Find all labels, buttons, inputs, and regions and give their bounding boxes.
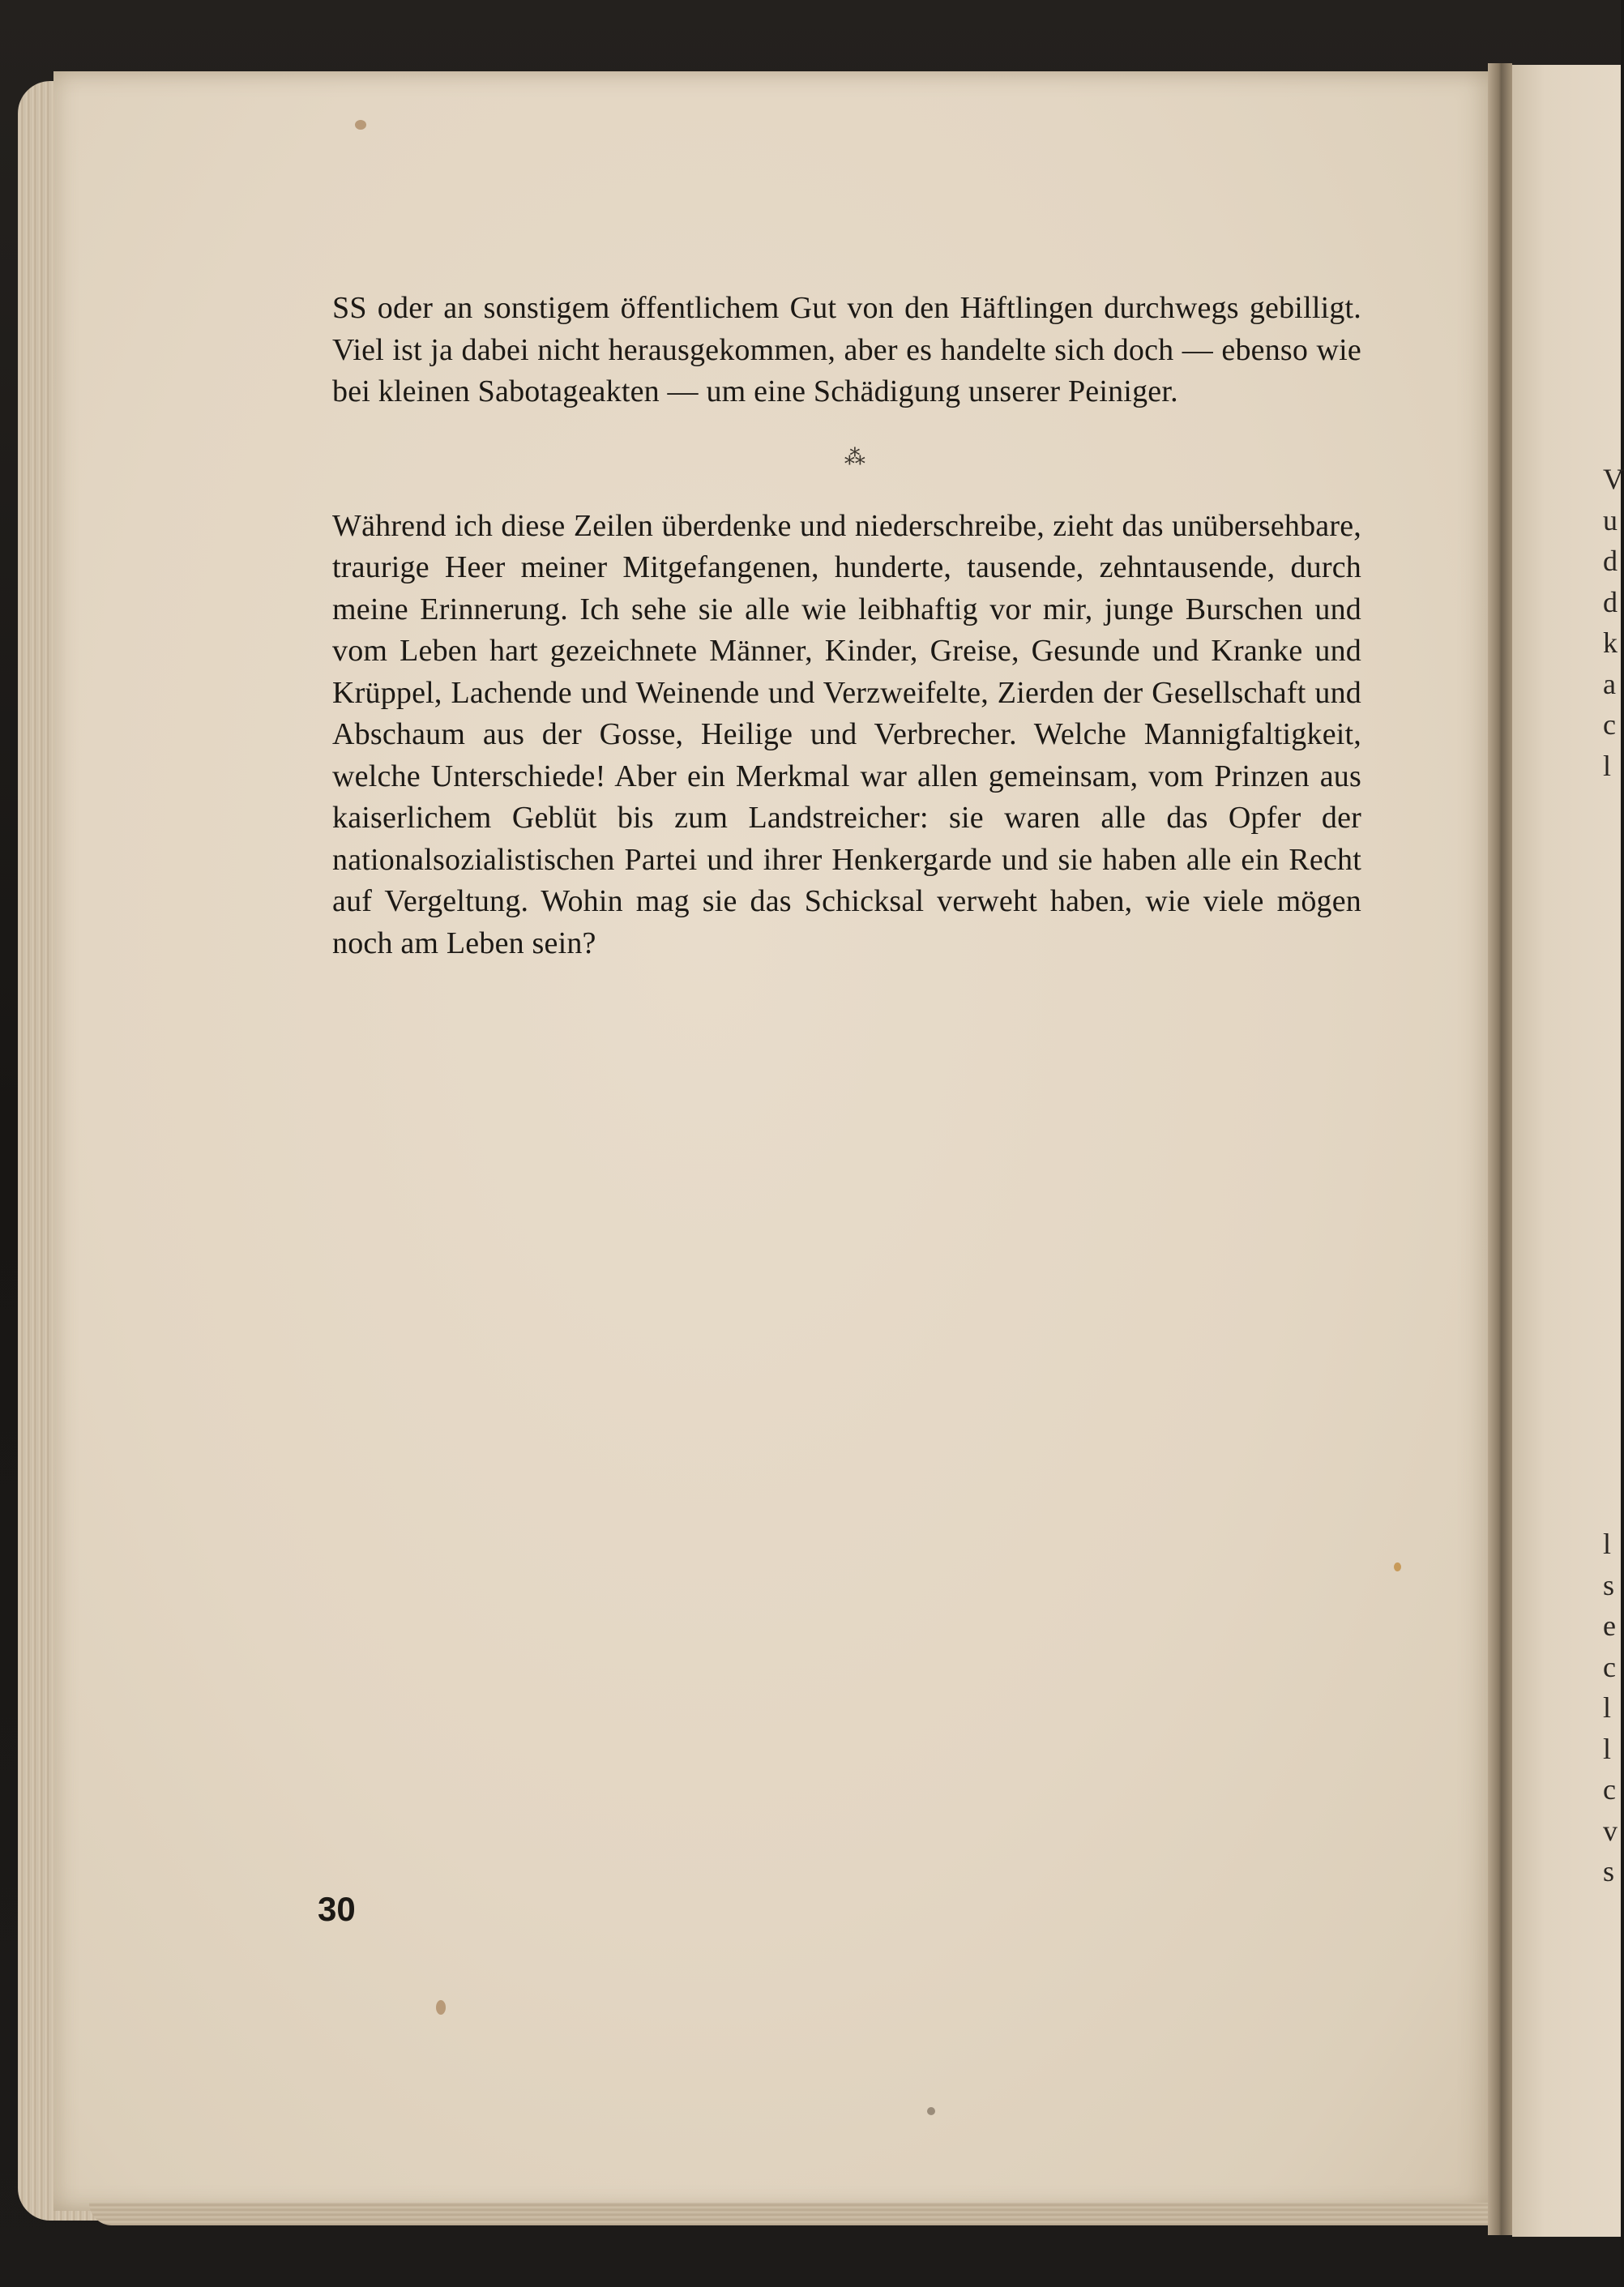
paragraph: SS oder an sonstigem öffentlichem Gut von den Häftlingen durchwegs gebilligt. Viel ist ja dabei nicht herausgekommen, aber es handelte sich doch — ebenso wie bei kleinen Sabotageakten — um eine Schädigung unserer Peiniger. [332, 291, 1361, 408]
facing-letter: d [1603, 545, 1618, 577]
facing-letter: c [1603, 1650, 1616, 1683]
facing-letter: c [1603, 1773, 1616, 1806]
facing-letter: l [1603, 1691, 1612, 1724]
page-bottom-edge [89, 2203, 1515, 2225]
facing-letter: s [1603, 1855, 1615, 1887]
facing-page [1512, 65, 1624, 2237]
facing-letter: d [1603, 585, 1618, 618]
facing-page-text-lower [1603, 1524, 1621, 1892]
facing-letter: l [1603, 749, 1612, 782]
section-break-ornament: ⁂ [844, 445, 866, 469]
facing-letter: c [1603, 708, 1616, 741]
facing-letter: l [1603, 1732, 1612, 1765]
facing-letter: l [1603, 1528, 1612, 1560]
page-number: 30 [318, 1890, 356, 1928]
book-gutter [1488, 63, 1512, 2235]
paper-speck [1394, 1562, 1401, 1571]
facing-letter: u [1603, 503, 1618, 536]
facing-letter: s [1603, 1568, 1615, 1601]
paragraph: Während ich diese Zeilen überdenke und niederschreibe, zieht das unübersehbare, traurige Heer meiner Mitgefangenen, hunderte, tausende, zehntausende, durch meine Erinnerung. Ich sehe sie alle wie leibhaftig vor mir, junge Burschen und vom Leben hart gezeichnete Männer, Kinder, Greise, Gesunde und Kranke und Krüppel, Lachende und Weinende und Verzweifelte, Zierden der Gesellschaft und Abschaum aus der Gosse, Heilige und Verbrecher. Welche Mannigfaltigkeit, welche Unterschiede! Aber ein Merkmal war allen gemeinsam, vom Prinzen aus kaiserlichem Geblüt bis zum Landstreicher: sie waren alle das Opfer der nationalsozialistischen Partei und ihrer Henkergarde und sie haben alle ein Recht auf Vergeltung. Wohin mag sie das Schicksal verweht haben, wie viele mögen noch am Leben sein? [332, 508, 1361, 960]
facing-letter: k [1603, 626, 1618, 659]
body-text [332, 288, 1361, 964]
facing-page-text-upper [1603, 459, 1624, 786]
paper-speck [927, 2107, 935, 2115]
facing-letter: a [1603, 667, 1616, 700]
facing-letter: v [1603, 1814, 1618, 1847]
facing-letter: V [1603, 463, 1624, 495]
facing-letter: e [1603, 1609, 1616, 1642]
paper-speck [355, 120, 366, 130]
paper-speck [436, 2000, 446, 2015]
